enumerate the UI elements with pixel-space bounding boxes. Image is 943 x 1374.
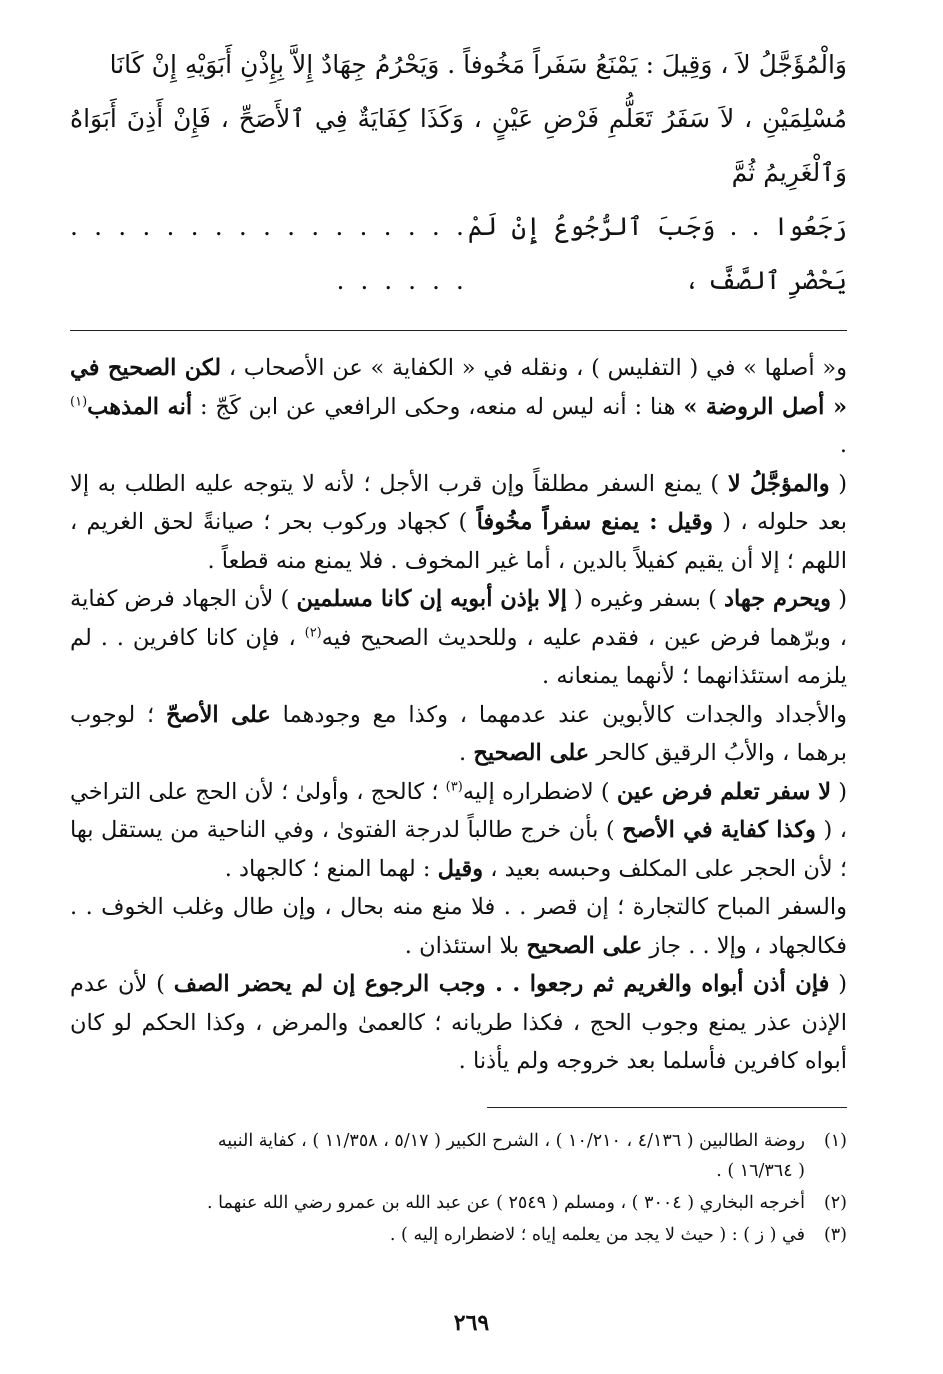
text-run: و« أصلها » في ( التفليس ) ، ونقله في « الكفاية » عن الأصحاب ،	[221, 355, 847, 381]
leader-dots: . . . . . . . . . . . . . . . . . . . . . . .	[70, 212, 468, 295]
commentary-paragraph	[70, 696, 847, 773]
footnote-ref[interactable]: (١)	[70, 394, 88, 409]
commentary-paragraph	[70, 465, 847, 581]
section-divider	[70, 330, 847, 331]
main-text-line: مُسْلِمَيْنِ ، لاَ سَفَرُ تَعَلُّمِ فَرْضِ عَيْنٍ ، وَكَذَا كِفَايَةٌ فِي ٱلأَصَحِّ ، فَإِنْ أَذِنَ أَبَوَاهُ وَٱلْغَرِيمُ ثُمَّ	[70, 104, 847, 187]
footnote-text: في ( ز ) : ( حيث لا يجد من يعلمه إياه ؛ لاضطراره إليه ) .	[389, 1224, 805, 1245]
text-run: (	[829, 971, 847, 997]
footnote	[70, 1126, 847, 1186]
text-run: : لهما المنع ؛ كالجهاد .	[224, 855, 438, 882]
bold-run: أنه المذهب	[87, 393, 193, 420]
text-run: ؛ لوجوب برهما ، والأبُ الرقيق كالحر	[70, 701, 847, 766]
text-run: ، فإن كانا كافرين . . لم يلزمه استئذانهما ؛ لأنهما يمنعانه .	[70, 624, 847, 689]
footnote-number: (١)	[823, 1130, 847, 1151]
text-run: (	[829, 470, 847, 497]
footnote-text-continued: ( ١٦/٣٦٤ ) .	[716, 1160, 805, 1181]
page-number: ٢٦٩	[453, 1310, 490, 1336]
text-run: ) لاضطراره إليه	[462, 778, 617, 805]
bold-run: فإن أذن أبواه والغريم ثم رجعوا . . وجب الرجوع إن لم يحضر الصف	[173, 971, 830, 997]
footnote-number: (٢)	[823, 1192, 847, 1213]
bold-run: إلا بإذن أبويه إن كانا مسلمين	[296, 586, 567, 612]
main-text-block	[70, 38, 847, 308]
text-run: ) لأن عدم الإذن عذر يمنع وجوب الحج ، فكذا طريانه ؛ كالعمىٰ والمرض ، وكذا الحكم لو كان أبواه كافرين فأسلما بعد خروجه ولم يأذنا .	[70, 971, 847, 1074]
text-run: ) كجهاد وركوب بحر ؛ صيانةً لحق الغريم ، اللهم ؛ إلا أن يقيم كفيلاً بالدين ، أما غير المخوف . فلا يمنع منه قطعاً .	[70, 509, 847, 574]
text-run: هنا : أنه ليس له منعه، وحكى الرافعي عن ابن كَجّ :	[192, 393, 684, 420]
bold-run: ويحرم جهاد	[724, 586, 832, 612]
text-run: ) بأن خرج طالباً لدرجة الفتوىٰ ، وفي الناحية من يستقل بها ؛ لأن الحجر على المكلف وحبسه بعيد ،	[70, 817, 847, 882]
text-run: (	[831, 778, 847, 805]
footnote	[70, 1188, 847, 1218]
commentary-paragraph	[70, 349, 847, 465]
footnote-ref[interactable]: (٣)	[445, 779, 463, 794]
commentary-block	[70, 349, 847, 1081]
bold-run: وقيل	[437, 855, 484, 882]
text-run: بلا استئذان .	[404, 932, 527, 959]
text-run: .	[839, 432, 847, 458]
text-run: والأجداد والجدات كالأبوين عند عدمهما ، وكذا مع وجودهما	[270, 701, 847, 728]
text-run: ) لأن الجهاد فرض كفاية ، وبرّهما فرض عين ، فقدم عليه ، وللحديث الصحيح فيه	[70, 586, 847, 651]
bold-run: والمؤجَّلُ لا	[727, 470, 830, 497]
commentary-paragraph	[70, 580, 847, 696]
bold-run: وقيل : يمنع سفراً مخُوفاً	[476, 509, 713, 535]
bold-run: لكن الصحيح في « أصل الروضة »	[70, 355, 848, 420]
text-run: والسفر المباح كالتجارة ؛ إن قصر . . فلا منع منه بحال ، وإن طال وغلب الخوف . . فكالجهاد ، وإلا . . جاز	[70, 894, 847, 959]
page-content	[70, 38, 847, 1344]
commentary-paragraph	[70, 773, 847, 889]
text-run: ) بسفر وغيره (	[566, 586, 725, 612]
bold-run: على الصحيح	[526, 932, 643, 959]
text-run: ) يمنع السفر مطلقاً وإن قرب الأجل ؛ لأنه لا يتوجه عليه الطلب به إلا بعد حلوله ، (	[70, 470, 847, 535]
main-text-line	[70, 200, 847, 308]
bold-run: على الأصحّ	[165, 701, 271, 728]
footnote-text: روضة الطالبين ( ٤/١٣٦ ، ١٠/٢١٠ ) ، الشرح الكبير ( ٥/١٧ ، ١١/٣٥٨ ) ، كفاية النبيه	[217, 1130, 805, 1151]
footnote-text: أخرجه البخاري ( ٣٠٠٤ ) ، ومسلم ( ٢٥٤٩ ) عن عبد الله بن عمرو رضي الله عنهما .	[207, 1192, 805, 1213]
main-text-line-end: رَجَعُوا . . وَجَبَ ٱلرُّجُوعُ إِنْ لَمْ يَحْضُرِ ٱلصَّفَّ ،	[467, 212, 847, 295]
text-run: (	[831, 586, 847, 612]
bold-run: لا سفر تعلم فرض عين	[616, 778, 832, 805]
main-text-line: وَالْمُؤَجَّلُ لاَ ، وَقِيلَ : يَمْنَعُ سَفَراً مَخُوفاً . وَيَحْرُمُ جِهَادٌ إِلاَّ بِإِذْنِ أَبَوَيْهِ إِنْ كَانَا	[109, 50, 847, 79]
bold-run: على الصحيح	[473, 740, 590, 766]
commentary-paragraph	[70, 965, 847, 1081]
bold-run: وكذا كفاية في الأصح	[622, 817, 816, 843]
footnote	[70, 1220, 847, 1250]
commentary-paragraph	[70, 888, 847, 965]
footnote-number: (٣)	[823, 1224, 847, 1245]
text-run: .	[459, 740, 474, 766]
text-run: ؛ كالحج ، وأولىٰ ؛ لأن الحج على التراخي ، (	[70, 778, 848, 843]
footnote-ref[interactable]: (٢)	[304, 625, 322, 640]
footnote-divider	[487, 1107, 847, 1108]
footnotes-block	[70, 1126, 847, 1250]
